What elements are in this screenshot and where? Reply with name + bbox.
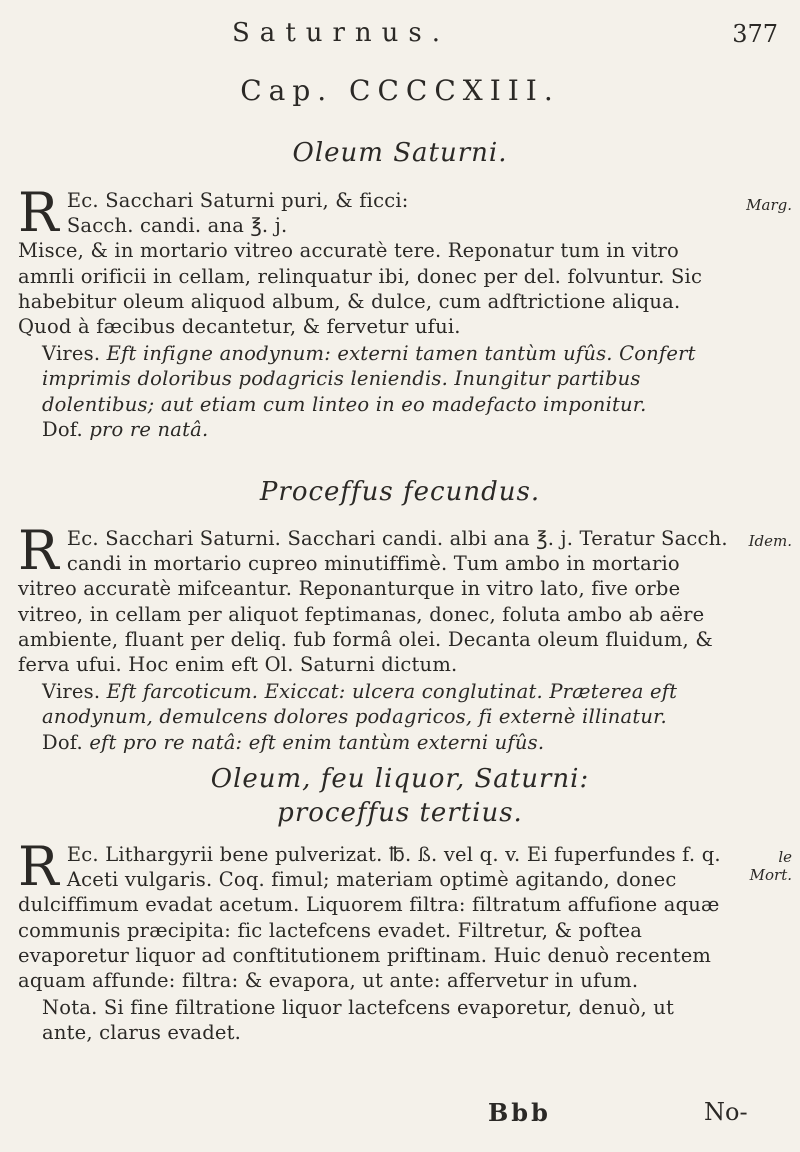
- signature-mark: Bbb: [488, 1098, 551, 1127]
- dose-text: pro re natâ.: [89, 417, 209, 441]
- method-text: Ec. Sacchari Saturni. Sacchari candi. albi ana ℥. j. Teratur Sacch. candi in mortario cupreo minutiffimè. Tum ambo in mortario vitreo accuratè mifceantur. Reponanturque in vitro lato, five orbe vitreo, in cellam per aliquot feptimanas, donec, foluta ambo ab aëre ambiente, fluant per deliq. fub formâ olei. Decanta oleum fluidum, & ferva ufui. Hoc enim eft Ol. Saturni dictum.: [18, 527, 728, 677]
- running-title: Saturnus.: [232, 18, 451, 48]
- dose-label: Dof.: [42, 417, 83, 441]
- recipe-line: Sacch. candi. ana ℥. j.: [66, 214, 288, 238]
- nota-text: Si fine filtratione liquor lactefcens evaporetur, denuò, ut ante, clarus evadet.: [42, 996, 675, 1045]
- nota-label: Nota.: [42, 996, 98, 1020]
- chapter-heading: Cap. CCCCXIII.: [240, 74, 560, 107]
- section-subtitle-processus-tertius: proceffus tertius.: [277, 798, 523, 828]
- section-title-processus-secundus: Proceffus fecundus.: [259, 477, 541, 507]
- page-number: 377: [732, 20, 778, 48]
- drop-cap: R: [18, 519, 59, 582]
- catchword: No-: [704, 1098, 748, 1126]
- recipe-paragraph-2: [18, 519, 730, 755]
- method-text: Misce, & in mortario vitreo accuratè tere. Reponatur tum in vitro amπli orificii in cellam, relinquatur ibi, donec per del. folvuntur. Sic habebitur oleum aliquod album, & dulce, cum adftrictione aliqua. Quod à fæcibus decantetur, & fervetur ufui.: [18, 239, 703, 339]
- method-text: Ec. Lithargyrii bene pulverizat. ℔. ß. vel q. v. Ei fuperfundes f. q. Aceti vulgaris. Coq. fimul; materiam optimè agitando, donec dulciffimum evadat acetum. Liquorem filtra: filtratum affufione aquæ communis præcipita: fic lactefcens evadet. Filtretur, & poftea evaporetur liquor ad conftitutionem priftinam. Huic denuò recentem aquam affunde: filtra: & evapora, ut ante: affervetur in ufum.: [18, 843, 721, 993]
- recipe-paragraph-3: [18, 835, 730, 1046]
- section-title-oleum-saturni: Oleum Saturni.: [292, 138, 508, 168]
- dose-label: Dof.: [42, 730, 83, 754]
- recipe-line: Ec. Sacchari Saturni puri, & ficci:: [66, 189, 409, 212]
- vires-label: Vires.: [42, 680, 101, 704]
- drop-cap: R: [18, 181, 59, 244]
- vires-text: Eft infigne anodynum: externi tamen tantùm ufûs. Confert imprimis doloribus podagricis leniendis. Inungitur partibus dolentibus; aut etiam cum linteo in eo madefacto imponitur.: [42, 342, 696, 416]
- vires-label: Vires.: [42, 342, 101, 366]
- section-title-oleum-liquor: Oleum, feu liquor, Saturni:: [210, 764, 590, 794]
- margin-note-marg: Marg.: [746, 196, 792, 214]
- drop-cap: R: [18, 835, 59, 898]
- dose-text: eft pro re natâ: eft enim tantùm externi ufûs.: [89, 730, 545, 754]
- page-footer: [0, 1098, 800, 1138]
- running-head: [0, 18, 800, 58]
- recipe-paragraph-1: [18, 181, 730, 442]
- margin-note-idem: Idem.: [748, 532, 792, 550]
- margin-note-le-mort: le Mort.: [749, 848, 792, 884]
- vires-text: Eft farcoticum. Exiccat: ulcera conglutinat. Præterea eft anodynum, demulcens dolores podagricos, fi externè illinatur.: [42, 680, 678, 729]
